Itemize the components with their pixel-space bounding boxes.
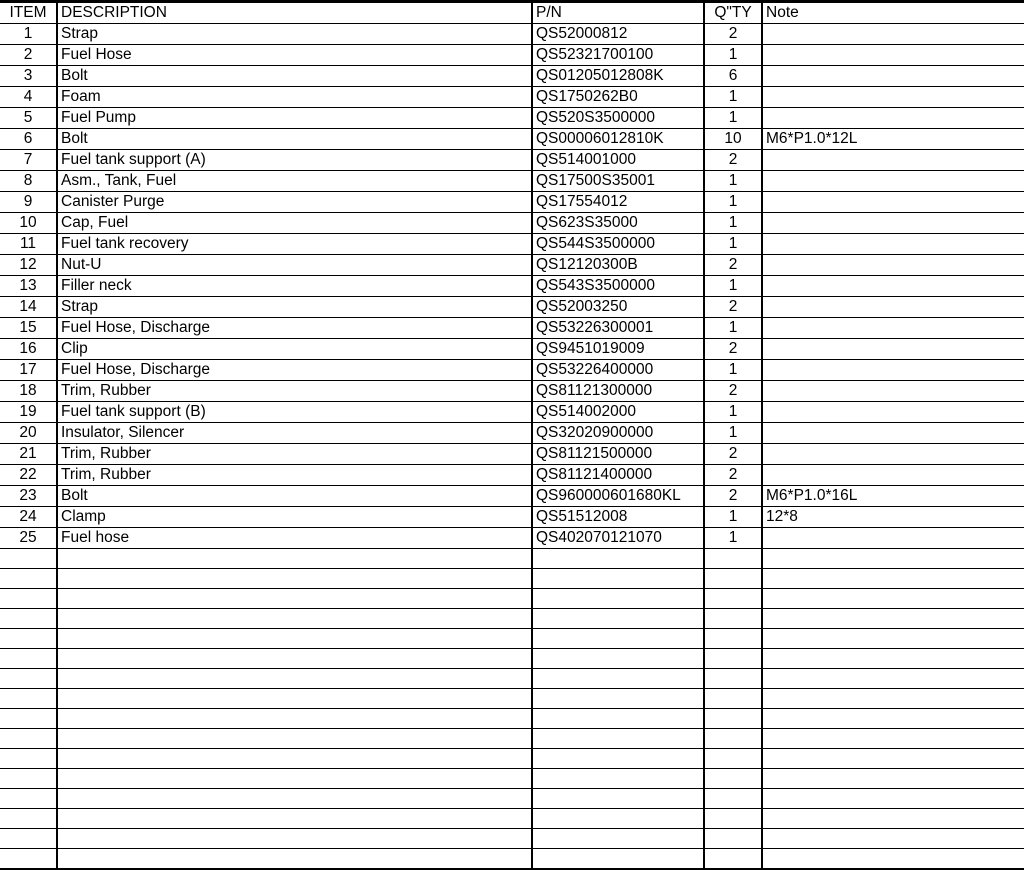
cell-quantity — [704, 849, 762, 869]
cell-item: 11 — [0, 234, 57, 255]
cell-part-number — [532, 849, 704, 869]
cell-description: Fuel tank recovery — [57, 234, 532, 255]
cell-quantity — [704, 809, 762, 829]
cell-quantity: 1 — [704, 234, 762, 255]
cell-note — [762, 569, 1024, 589]
header-row — [0, 2, 1024, 24]
cell-description: Fuel tank support (A) — [57, 150, 532, 171]
cell-description: Filler neck — [57, 276, 532, 297]
cell-part-number: QS623S35000 — [532, 213, 704, 234]
cell-note — [762, 360, 1024, 381]
cell-quantity: 1 — [704, 507, 762, 528]
cell-item: 20 — [0, 423, 57, 444]
cell-note — [762, 45, 1024, 66]
cell-note — [762, 24, 1024, 45]
cell-part-number: QS514002000 — [532, 402, 704, 423]
cell-item — [0, 749, 57, 769]
cell-description — [57, 569, 532, 589]
cell-note — [762, 213, 1024, 234]
cell-item — [0, 709, 57, 729]
cell-part-number — [532, 749, 704, 769]
table-row — [0, 589, 1024, 609]
cell-note — [762, 444, 1024, 465]
cell-note — [762, 339, 1024, 360]
cell-part-number: QS9451019009 — [532, 339, 704, 360]
cell-quantity: 2 — [704, 339, 762, 360]
cell-part-number: QS00006012810K — [532, 129, 704, 150]
cell-item: 4 — [0, 87, 57, 108]
cell-item: 19 — [0, 402, 57, 423]
cell-part-number: QS17500S35001 — [532, 171, 704, 192]
cell-item — [0, 809, 57, 829]
table-row — [0, 569, 1024, 589]
cell-note — [762, 789, 1024, 809]
cell-item — [0, 829, 57, 849]
table-row — [0, 108, 1024, 129]
cell-description: Bolt — [57, 486, 532, 507]
cell-quantity — [704, 829, 762, 849]
cell-part-number — [532, 609, 704, 629]
table-row — [0, 528, 1024, 549]
cell-description — [57, 629, 532, 649]
cell-quantity: 2 — [704, 465, 762, 486]
cell-part-number: QS52000812 — [532, 24, 704, 45]
table-row — [0, 769, 1024, 789]
cell-note — [762, 528, 1024, 549]
table-row — [0, 549, 1024, 569]
table-row — [0, 24, 1024, 45]
cell-note — [762, 276, 1024, 297]
cell-note — [762, 108, 1024, 129]
cell-description: Cap, Fuel — [57, 213, 532, 234]
cell-note — [762, 87, 1024, 108]
cell-note: 12*8 — [762, 507, 1024, 528]
cell-item: 25 — [0, 528, 57, 549]
cell-part-number — [532, 629, 704, 649]
cell-item — [0, 569, 57, 589]
cell-part-number — [532, 589, 704, 609]
cell-item: 5 — [0, 108, 57, 129]
cell-note: M6*P1.0*16L — [762, 486, 1024, 507]
table-row — [0, 318, 1024, 339]
cell-part-number — [532, 649, 704, 669]
cell-item: 7 — [0, 150, 57, 171]
cell-item: 24 — [0, 507, 57, 528]
table-row — [0, 709, 1024, 729]
cell-description: Fuel hose — [57, 528, 532, 549]
cell-item: 21 — [0, 444, 57, 465]
cell-description — [57, 689, 532, 709]
table-row — [0, 87, 1024, 108]
cell-part-number — [532, 809, 704, 829]
table-row — [0, 171, 1024, 192]
cell-description — [57, 609, 532, 629]
cell-quantity — [704, 789, 762, 809]
cell-part-number: QS32020900000 — [532, 423, 704, 444]
cell-quantity — [704, 749, 762, 769]
table-row — [0, 66, 1024, 87]
cell-part-number: QS17554012 — [532, 192, 704, 213]
cell-note — [762, 318, 1024, 339]
cell-quantity — [704, 589, 762, 609]
table-body — [0, 24, 1024, 869]
cell-description: Clamp — [57, 507, 532, 528]
cell-item: 8 — [0, 171, 57, 192]
cell-note — [762, 689, 1024, 709]
cell-description: Strap — [57, 24, 532, 45]
table-row — [0, 789, 1024, 809]
cell-description: Fuel Hose, Discharge — [57, 360, 532, 381]
cell-part-number: QS81121400000 — [532, 465, 704, 486]
cell-item: 23 — [0, 486, 57, 507]
table-row — [0, 45, 1024, 66]
cell-note — [762, 709, 1024, 729]
cell-description — [57, 549, 532, 569]
table-row — [0, 381, 1024, 402]
cell-note — [762, 255, 1024, 276]
cell-description: Trim, Rubber — [57, 444, 532, 465]
cell-description — [57, 829, 532, 849]
cell-part-number: QS01205012808K — [532, 66, 704, 87]
cell-quantity: 1 — [704, 423, 762, 444]
table-row — [0, 276, 1024, 297]
cell-description: Asm., Tank, Fuel — [57, 171, 532, 192]
cell-item — [0, 729, 57, 749]
cell-quantity: 1 — [704, 108, 762, 129]
cell-note: M6*P1.0*12L — [762, 129, 1024, 150]
cell-note — [762, 402, 1024, 423]
table-row — [0, 729, 1024, 749]
cell-quantity: 1 — [704, 192, 762, 213]
table-row — [0, 192, 1024, 213]
table-row — [0, 629, 1024, 649]
cell-quantity: 2 — [704, 444, 762, 465]
cell-quantity: 6 — [704, 66, 762, 87]
cell-part-number: QS53226400000 — [532, 360, 704, 381]
table-row — [0, 465, 1024, 486]
cell-description: Bolt — [57, 129, 532, 150]
cell-quantity: 1 — [704, 276, 762, 297]
cell-quantity: 1 — [704, 528, 762, 549]
table-header — [0, 2, 1024, 24]
table-row — [0, 649, 1024, 669]
cell-description — [57, 649, 532, 669]
cell-item: 16 — [0, 339, 57, 360]
cell-description: Fuel tank support (B) — [57, 402, 532, 423]
cell-item — [0, 629, 57, 649]
cell-part-number — [532, 669, 704, 689]
cell-quantity — [704, 649, 762, 669]
table-row — [0, 339, 1024, 360]
cell-description: Trim, Rubber — [57, 465, 532, 486]
cell-note — [762, 669, 1024, 689]
cell-note — [762, 629, 1024, 649]
cell-description — [57, 669, 532, 689]
header-note: Note — [762, 2, 1024, 24]
cell-item: 1 — [0, 24, 57, 45]
cell-description: Foam — [57, 87, 532, 108]
cell-description — [57, 729, 532, 749]
cell-item: 9 — [0, 192, 57, 213]
cell-quantity — [704, 709, 762, 729]
table-row — [0, 609, 1024, 629]
cell-description — [57, 849, 532, 869]
cell-quantity — [704, 569, 762, 589]
cell-description: Bolt — [57, 66, 532, 87]
table-row — [0, 749, 1024, 769]
cell-note — [762, 729, 1024, 749]
cell-item — [0, 589, 57, 609]
cell-part-number — [532, 769, 704, 789]
cell-note — [762, 849, 1024, 869]
cell-item: 13 — [0, 276, 57, 297]
cell-part-number — [532, 829, 704, 849]
cell-quantity: 2 — [704, 24, 762, 45]
cell-part-number: QS402070121070 — [532, 528, 704, 549]
cell-part-number — [532, 689, 704, 709]
cell-part-number: QS81121500000 — [532, 444, 704, 465]
table-row — [0, 689, 1024, 709]
table-row — [0, 849, 1024, 869]
cell-part-number — [532, 709, 704, 729]
cell-description: Fuel Hose — [57, 45, 532, 66]
cell-part-number: QS53226300001 — [532, 318, 704, 339]
cell-quantity: 1 — [704, 402, 762, 423]
cell-item: 12 — [0, 255, 57, 276]
cell-note — [762, 381, 1024, 402]
table-row — [0, 444, 1024, 465]
cell-part-number: QS960000601680KL — [532, 486, 704, 507]
cell-part-number: QS12120300B — [532, 255, 704, 276]
cell-quantity — [704, 669, 762, 689]
cell-quantity: 1 — [704, 213, 762, 234]
cell-item: 10 — [0, 213, 57, 234]
cell-note — [762, 769, 1024, 789]
table-row — [0, 255, 1024, 276]
cell-item — [0, 689, 57, 709]
table-row — [0, 809, 1024, 829]
cell-item: 22 — [0, 465, 57, 486]
cell-part-number: QS543S3500000 — [532, 276, 704, 297]
cell-note — [762, 609, 1024, 629]
table-row — [0, 234, 1024, 255]
cell-quantity: 2 — [704, 381, 762, 402]
cell-item: 6 — [0, 129, 57, 150]
cell-item — [0, 849, 57, 869]
table-row — [0, 486, 1024, 507]
cell-description: Strap — [57, 297, 532, 318]
cell-quantity: 1 — [704, 87, 762, 108]
cell-description — [57, 809, 532, 829]
cell-quantity: 1 — [704, 360, 762, 381]
cell-item: 15 — [0, 318, 57, 339]
cell-part-number: QS514001000 — [532, 150, 704, 171]
cell-description: Trim, Rubber — [57, 381, 532, 402]
cell-quantity — [704, 609, 762, 629]
table-row — [0, 150, 1024, 171]
cell-item: 2 — [0, 45, 57, 66]
cell-part-number — [532, 569, 704, 589]
header-description: DESCRIPTION — [57, 2, 532, 24]
cell-item — [0, 649, 57, 669]
cell-note — [762, 171, 1024, 192]
cell-note — [762, 297, 1024, 318]
cell-part-number — [532, 789, 704, 809]
cell-note — [762, 150, 1024, 171]
cell-part-number — [532, 729, 704, 749]
header-item: ITEM — [0, 2, 57, 24]
cell-description — [57, 749, 532, 769]
cell-item — [0, 609, 57, 629]
cell-quantity — [704, 729, 762, 749]
cell-item: 17 — [0, 360, 57, 381]
table-row — [0, 669, 1024, 689]
cell-quantity — [704, 549, 762, 569]
cell-quantity: 10 — [704, 129, 762, 150]
table-row — [0, 423, 1024, 444]
cell-description: Insulator, Silencer — [57, 423, 532, 444]
cell-note — [762, 234, 1024, 255]
table-row — [0, 297, 1024, 318]
cell-quantity: 2 — [704, 297, 762, 318]
cell-note — [762, 829, 1024, 849]
cell-description: Canister Purge — [57, 192, 532, 213]
cell-description — [57, 789, 532, 809]
cell-part-number: QS544S3500000 — [532, 234, 704, 255]
cell-description: Fuel Pump — [57, 108, 532, 129]
cell-note — [762, 549, 1024, 569]
cell-quantity — [704, 769, 762, 789]
cell-quantity: 2 — [704, 255, 762, 276]
cell-item: 3 — [0, 66, 57, 87]
cell-item — [0, 789, 57, 809]
cell-part-number — [532, 549, 704, 569]
table-row — [0, 402, 1024, 423]
cell-quantity: 1 — [704, 318, 762, 339]
cell-part-number: QS51512008 — [532, 507, 704, 528]
cell-note — [762, 423, 1024, 444]
table-row — [0, 360, 1024, 381]
cell-note — [762, 749, 1024, 769]
cell-description — [57, 769, 532, 789]
cell-note — [762, 465, 1024, 486]
cell-part-number: QS1750262B0 — [532, 87, 704, 108]
cell-part-number: QS52003250 — [532, 297, 704, 318]
cell-item — [0, 669, 57, 689]
table-row — [0, 829, 1024, 849]
cell-quantity: 1 — [704, 171, 762, 192]
cell-note — [762, 649, 1024, 669]
table-row — [0, 129, 1024, 150]
cell-description — [57, 709, 532, 729]
header-quantity: Q"TY — [704, 2, 762, 24]
cell-quantity: 2 — [704, 486, 762, 507]
cell-description — [57, 589, 532, 609]
table-row — [0, 507, 1024, 528]
header-part-number: P/N — [532, 2, 704, 24]
cell-item — [0, 549, 57, 569]
cell-quantity — [704, 689, 762, 709]
cell-part-number: QS520S3500000 — [532, 108, 704, 129]
cell-part-number: QS81121300000 — [532, 381, 704, 402]
cell-note — [762, 589, 1024, 609]
cell-item: 14 — [0, 297, 57, 318]
cell-item — [0, 769, 57, 789]
cell-quantity: 1 — [704, 45, 762, 66]
cell-description: Nut-U — [57, 255, 532, 276]
cell-description: Fuel Hose, Discharge — [57, 318, 532, 339]
cell-quantity — [704, 629, 762, 649]
cell-item: 18 — [0, 381, 57, 402]
cell-part-number: QS52321700100 — [532, 45, 704, 66]
cell-quantity: 2 — [704, 150, 762, 171]
cell-note — [762, 809, 1024, 829]
cell-note — [762, 66, 1024, 87]
table-row — [0, 213, 1024, 234]
cell-description: Clip — [57, 339, 532, 360]
cell-note — [762, 192, 1024, 213]
